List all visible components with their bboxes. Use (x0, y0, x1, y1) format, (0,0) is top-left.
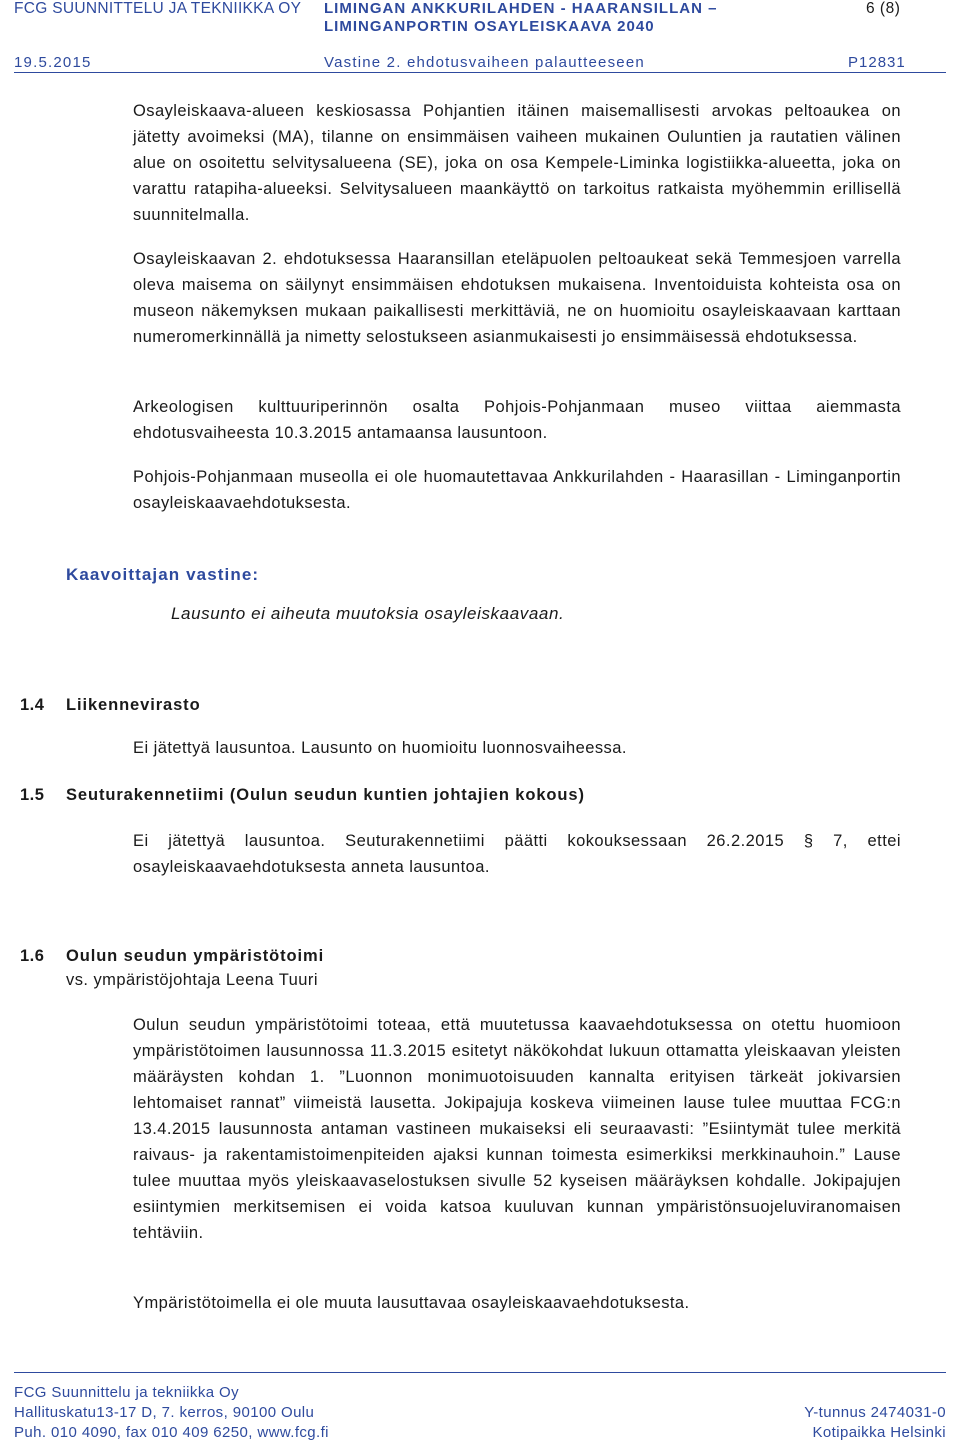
footer-domicile: Kotipaikka Helsinki (812, 1424, 946, 1441)
planner-response-heading: Kaavoittajan vastine: (66, 565, 260, 584)
header-divider (14, 72, 946, 73)
paragraph-archaeology: Arkeologisen kulttuuriperinnön osalta Pohjois-Pohjanmaan museo viittaa aiemmasta ehdotusvaiheesta 10.3.2015 antamaansa lausuntoon. (133, 398, 901, 442)
section-1-5-text: Ei jätettyä lausuntoa. Seuturakennetiimi päätti kokouksessaan 26.2.2015 § 7, ettei osayleiskaavaehdotuksesta anneta lausuntoa. (133, 832, 901, 876)
paragraph-second-proposal: Osayleiskaavan 2. ehdotuksessa Haaransillan eteläpuolen peltoaukeat sekä Temmesjoen varrella oleva maisema on säilynyt ensimmäisen ehdotuksen mukaisena. Inventoiduista kohteista osa on museon näkemyksen mukaan paikallisesti merkittäviä, ne on huomioitu osayleiskaavaan karttaan numeromerkinnällä ja nimetty selostukseen asianmukaisesti jo ensimmäisessä ehdotuksessa. (133, 250, 901, 346)
paragraph-museum-no-remarks: Pohjois-Pohjanmaan museolla ei ole huomautettavaa Ankkurilahden - Haarasillan - Liminganportin osayleiskaavaehdotuksesta. (133, 468, 901, 512)
planner-response-text: Lausunto ei aiheuta muutoksia osayleiskaavaan. (171, 604, 565, 623)
section-number-1-6: 1.6 (20, 947, 45, 965)
section-1-4-text: Ei jätettyä lausuntoa. Lausunto on huomioitu luonnosvaiheessa. (133, 739, 627, 757)
section-1-6-paragraph-2: Ympäristötoimella ei ole muuta lausuttavaa osayleiskaavaehdotuksesta. (133, 1294, 690, 1312)
header-project-line2: LIMINGANPORTIN OSAYLEISKAAVA 2040 (324, 18, 655, 35)
section-number-1-4: 1.4 (20, 696, 45, 714)
footer-business-id: Y-tunnus 2474031-0 (804, 1404, 946, 1421)
paragraph-land-use: Osayleiskaava-alueen keskiosassa Pohjantien itäinen maisemallisesti arvokas peltoaukea on jätetty avoimeksi (MA), tilanne on ensimmäisen vaiheen mukainen Ouluntien ja rautatien välinen alue on osoitettu selvitysalueena (SE), joka on osa Kempele-Liminka logistiikka-alueetta, joka on varattu ratapiha-alueeksi. Selvitysalueen maankäyttö on tarkoitus ratkaista myöhemmin erillisellä suunnitelmalla. (133, 102, 901, 224)
section-title-liikennevirasto: Liikennevirasto (66, 696, 201, 714)
header-company: FCG SUUNNITTELU JA TEKNIIKKA OY (14, 0, 302, 17)
header-subject: Vastine 2. ehdotusvaiheen palautteeseen (324, 54, 645, 71)
footer-left (14, 1383, 329, 1443)
section-title-seuturakennetiimi: Seuturakennetiimi (Oulun seudun kuntien johtajien kokous) (66, 786, 585, 804)
section-title-ymparistotoimi: Oulun seudun ympäristötoimi (66, 947, 325, 965)
header-project-line1: LIMINGAN ANKKURILAHDEN - HAARANSILLAN – (324, 0, 718, 17)
footer-company: FCG Suunnittelu ja tekniikka Oy (14, 1384, 239, 1401)
footer-contact: Puh. 010 4090, fax 010 409 6250, www.fcg.fi (14, 1424, 329, 1441)
footer-divider (14, 1372, 946, 1373)
footer-right (804, 1403, 946, 1443)
section-1-6-subtitle: vs. ympäristöjohtaja Leena Tuuri (66, 971, 318, 989)
section-1-6-paragraph-1: Oulun seudun ympäristötoimi toteaa, että muutetussa kaavaehdotuksessa on otettu huomioon ympäristötoimen lausunnossa 11.3.2015 esitetyt näkökohdat lukuun ottamatta yleiskaavan yleisten määräysten kohdan 1. ”Luonnon monimuotoisuuden kannalta erityisen tärkeät jokivarsien lehtomaiset rannat” viimeistä lausetta. Jokipajuja koskeva viimeinen lause tulee muuttaa FCG:n 13.4.2015 lausunnosta antaman vastineen mukaiseksi eli seuraavasti: ”Esiintymät tulee merkitä raivaus- ja rakentamistoimenpiteiden ajaksi kunnan toimesta esimerkiksi merkkinauhoin.” Lause tulee muuttaa myös yleiskaavaselostuksen sivulle 52 kyseisen määräyksen kohdalle. Jokipajujen esiintymien merkitsemisen ei voida katsoa kuuluvan kunnan ympäristönsuojeluviranomaisen tehtäviin. (133, 1016, 901, 1242)
header-project-title (324, 0, 717, 36)
header-date: 19.5.2015 (14, 54, 92, 71)
header-project-number: P12831 (848, 54, 906, 71)
footer-address: Hallituskatu13-17 D, 7. kerros, 90100 Oulu (14, 1404, 315, 1421)
section-number-1-5: 1.5 (20, 786, 45, 804)
header-page-number: 6 (8) (866, 0, 901, 17)
